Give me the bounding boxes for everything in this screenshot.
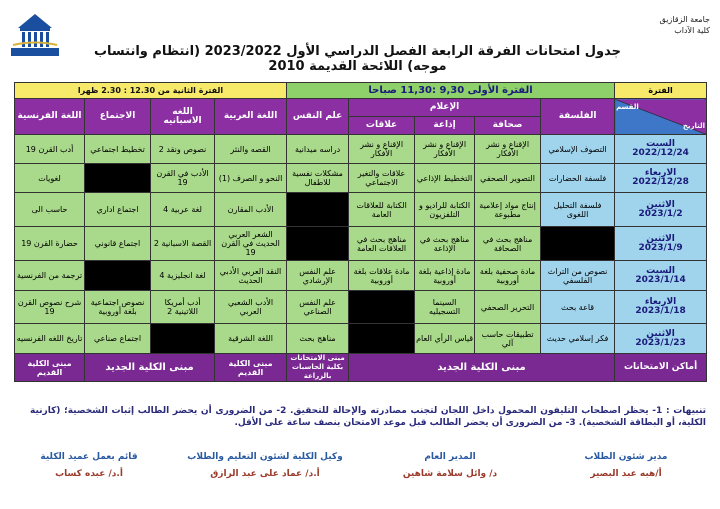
faculty-name: كلية الآداب	[674, 26, 710, 35]
exam-cell: التحرير الصحفي	[475, 291, 541, 324]
exam-cell: اجتماع صناعي	[85, 324, 151, 354]
exam-cell: حضارة القرن 19	[15, 227, 85, 261]
exam-cell: القصة الاسبانية 2	[151, 227, 215, 261]
exam-cell: مشكلات نفسية للاطفال	[287, 164, 349, 193]
exam-cell: إنتاج مواد إعلامية مطبوعة	[475, 193, 541, 227]
col-media: الإعلام	[349, 99, 541, 117]
exam-cell: التخطيط الإذاعي	[415, 164, 475, 193]
exam-cell: تطبيقات حاسب آلي	[475, 324, 541, 354]
exam-cell: حاسب الى	[15, 193, 85, 227]
period-two: الفترة الثانية من 12.30 : 2.30 ظهرا	[15, 83, 287, 99]
exam-cell: فلسفة التحليل اللغوى	[541, 193, 615, 227]
empty-cell	[349, 324, 415, 354]
section-label: القسم	[616, 102, 639, 111]
exam-cell: اللغة الشرقية	[215, 324, 287, 354]
exam-cell: نصوص من التراث الفلسفي	[541, 261, 615, 291]
col-french: اللغة الفرنسية	[15, 99, 85, 135]
exam-cell: الإقناع و نشر الأفكار	[349, 135, 415, 164]
exam-cell: لغويات	[15, 164, 85, 193]
exam-cell: قياس الرأي العام	[415, 324, 475, 354]
row-date: السبت 2023/1/14	[615, 261, 707, 291]
exam-cell: شرح نصوص القرن 19	[15, 291, 85, 324]
empty-cell	[287, 193, 349, 227]
university-logo-icon	[8, 10, 62, 60]
exam-cell: الأدب المقارن	[215, 193, 287, 227]
empty-cell	[541, 227, 615, 261]
col-psychology: علم النفس	[287, 99, 349, 135]
exam-cell: مناهج بحث في الصحافة	[475, 227, 541, 261]
row-date: الاثنين 2023/1/23	[615, 324, 707, 354]
exam-cell: ترجمة من الفرنسية	[15, 261, 85, 291]
signature-vice-dean: وكيل الكلية لشئون التعليم والطلاب أ.د/ عماد على عبد الرازق	[187, 452, 343, 479]
col-pr: علاقات	[349, 117, 415, 135]
exam-cell: الإقناع و نشر الأفكار	[415, 135, 475, 164]
col-sociology: الاجتماع	[85, 99, 151, 135]
exam-cell: التصوير الصحفي	[475, 164, 541, 193]
university-header	[650, 14, 710, 36]
exam-cell: علاقات والتغير الاجتماعي	[349, 164, 415, 193]
venue-old-building-2: مبنى الكلية القديم	[15, 354, 85, 382]
row-date: الاربعاء 2022/12/28	[615, 164, 707, 193]
exam-cell: التصوف الإسلامي	[541, 135, 615, 164]
exam-cell: قاعة بحث	[541, 291, 615, 324]
exam-cell: الأدب الشعبي العربي	[215, 291, 287, 324]
exam-cell: السينما التسجيليه	[415, 291, 475, 324]
exam-cell: مناهج بحث في الإذاعة	[415, 227, 475, 261]
row-date: الاربعاء 2023/1/18	[615, 291, 707, 324]
exam-cell: الأدب في القرن 19	[151, 164, 215, 193]
date-label: التاريخ	[682, 121, 706, 130]
page-title: جدول امتحانات الفرقة الرابعة الفصل الدراسي الأول 2023/2022 (انتظام وانتساب موجه) اللائحة القديمة 2010	[93, 44, 622, 74]
col-radio: إذاعة	[415, 117, 475, 135]
exam-cell: فلسفة الحضارات	[541, 164, 615, 193]
venue-old-building: مبنى الكلية القديم	[215, 354, 287, 382]
exam-cell: فكر إسلامي حديث	[541, 324, 615, 354]
exam-cell: النحو و الصرف (1)	[215, 164, 287, 193]
row-date: السبت 2022/12/24	[615, 135, 707, 164]
signature-students-affairs: مدير شئون الطلاب أ/هبه عبد البصير	[584, 452, 668, 479]
exam-cell: تخطيط اجتماعي	[85, 135, 151, 164]
empty-cell	[85, 164, 151, 193]
exam-cell: الكتابة للراديو و التلفزيون	[415, 193, 475, 227]
venues-label: أماكن الامتحانات	[615, 354, 707, 382]
exam-cell: النقد العربي الأدبي الحديث	[215, 261, 287, 291]
exam-cell: الشعر العربي الحديث في القرن 19	[215, 227, 287, 261]
university-name: جامعة الزقازيق	[659, 15, 710, 24]
empty-cell	[151, 324, 215, 354]
exam-cell: علم النفس الصناعي	[287, 291, 349, 324]
exam-cell: القصه والنثر	[215, 135, 287, 164]
empty-cell	[85, 261, 151, 291]
exam-cell: تاريخ اللغه الفرنسيه	[15, 324, 85, 354]
section-date-header	[615, 99, 707, 135]
exam-cell: الكتابة للعلاقات العامة	[349, 193, 415, 227]
exam-cell: أدب القرن 19	[15, 135, 85, 164]
exam-cell: اجتماع قانوني	[85, 227, 151, 261]
venue-psychology: مبنى الامتحانات بكلية الحاسبات بالزراعة	[287, 354, 349, 382]
exam-cell: اجتماع اداري	[85, 193, 151, 227]
empty-cell	[349, 291, 415, 324]
period-one: الفترة الأولى 9,30 :11,30 صباحا	[287, 83, 615, 99]
period-label: الفترة	[615, 83, 707, 99]
exam-cell: نصوص اجتماعية بلغة أوروبية	[85, 291, 151, 324]
signature-dean: قائم بعمل عميد الكلية أ.د/ عبده كساب	[40, 452, 138, 479]
signature-general-manager: المدير العام د/ وائل سلامة شاهين	[402, 452, 498, 479]
col-philosophy: الفلسفة	[541, 99, 615, 135]
exam-cell: لغة عربية 4	[151, 193, 215, 227]
col-arabic: اللغة العربية	[215, 99, 287, 135]
exam-cell: مادة إذاعية بلغة أوروبية	[415, 261, 475, 291]
exam-cell: مناهج بحث في العلاقات العامة	[349, 227, 415, 261]
exam-cell: الإقناع و نشر الأفكار	[475, 135, 541, 164]
row-date: الاثنين 2023/1/2	[615, 193, 707, 227]
empty-cell	[287, 227, 349, 261]
col-spanish: اللغه الاسبانيه	[151, 99, 215, 135]
exam-cell: أدب أمريكا اللاتينية 2	[151, 291, 215, 324]
exam-schedule-table	[14, 82, 707, 382]
exam-notes: تنبيهات : 1- يحظر اصطحاب التليفون المحمول داخل اللجان لتجنب مصادرته والإحالة للتحقيق. 2- من الضرورى أن يحضر الطالب إثبات الشخصية؛ (كارنية الكلية، أو البطاقة الشخصية). 3- من الضرورى أن يحضر الطالب قبل موعد الامتحان بنصف ساعة على الأقل.	[30, 406, 706, 428]
row-date: الاثنين 2023/1/9	[615, 227, 707, 261]
exam-cell: مادة صحفية بلغة أوروبية	[475, 261, 541, 291]
exam-cell: دراسه ميدانية	[287, 135, 349, 164]
exam-cell: مادة علاقات بلغة أوروبية	[349, 261, 415, 291]
exam-cell: لغة انجليزية 4	[151, 261, 215, 291]
exam-cell: مناهج بحث	[287, 324, 349, 354]
exam-cell: نصوص ونقد 2	[151, 135, 215, 164]
venue-new-building: مبنى الكلية الجديد	[349, 354, 615, 382]
venue-new-building-2: مبنى الكلية الجديد	[85, 354, 215, 382]
exam-cell: علم النفس الإرشادي	[287, 261, 349, 291]
col-journalism: صحافة	[475, 117, 541, 135]
